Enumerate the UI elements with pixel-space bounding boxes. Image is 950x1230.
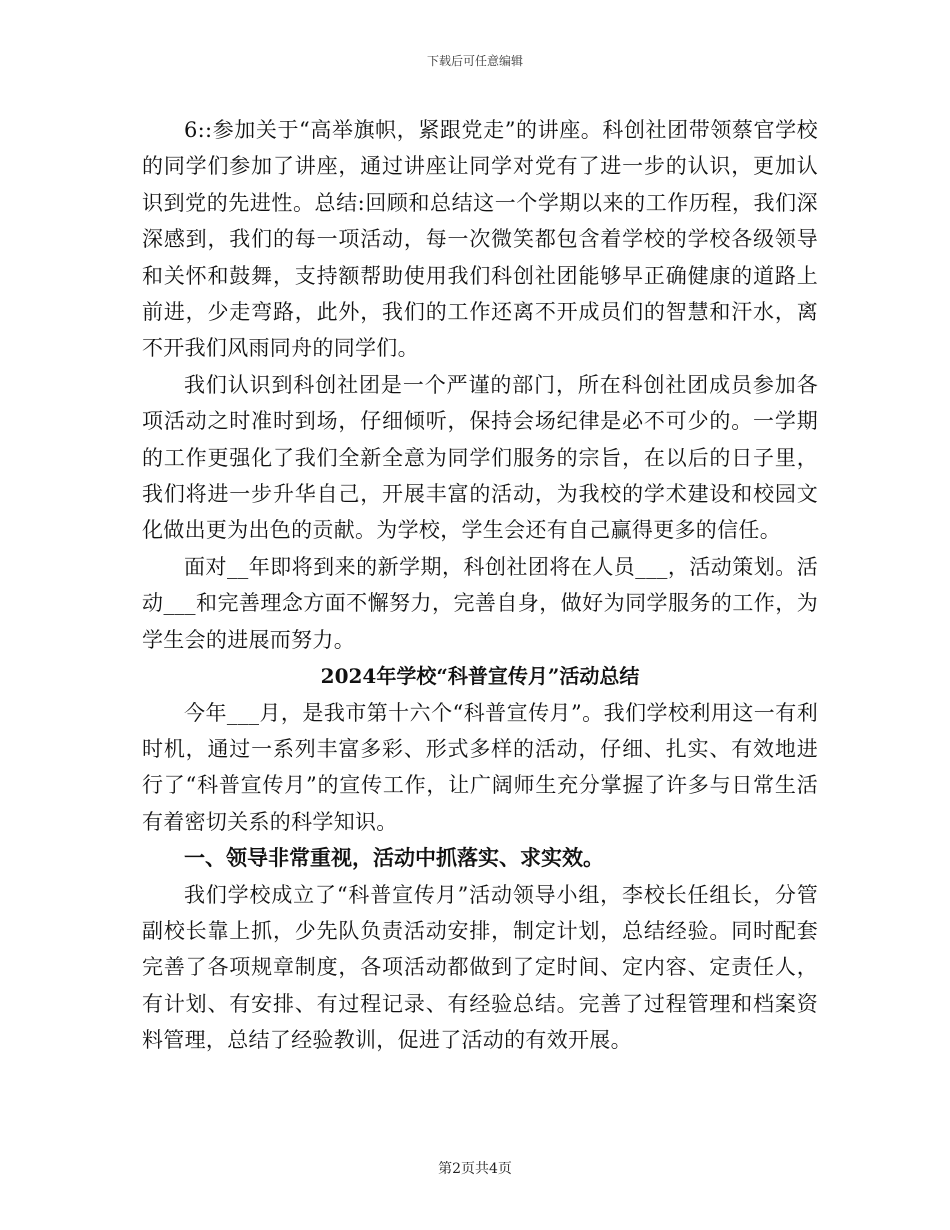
paragraph-lecture-summary: 6::参加关于“高举旗帜，紧跟党走”的讲座。科创社团带领蔡官学校的同学们参加了讲座，通过讲座让同学对党有了进一步的认识，更加认识到党的先进性。总结:回顾和总结这一个学期以来的工作历程，我们深深感到，我们的每一项活动，每一次微笑都包含着学校的学校各级领导和关怀和鼓舞，支持额帮助使用我们科创社团能够早正确健康的道路上前进，少走弯路，此外，我们的工作还离不开成员们的智慧和汗水，离不开我们风雨同舟的同学们。	[142, 118, 818, 361]
section-heading-1: 一、领导非常重视，活动中抓落实、求实效。	[184, 845, 604, 871]
document-title: 2024年学校“科普宣传月”活动总结	[320, 664, 640, 689]
page-header-note: 下载后可任意编辑	[426, 54, 523, 68]
page-number: 第2页共4页	[438, 1161, 512, 1177]
paragraph-club-awareness: 我们认识到科创社团是一个严谨的部门，所在科创社团成员参加各项活动之时准时到场，仔细倾听，保持会场纪律是必不可少的。一学期的工作更强化了我们全新全意为同学们服务的宗旨，在以后的日子里，我们将进一步升华自己，开展丰富的活动，为我校的学术建设和校园文化做出更为出色的贡献。为学校，学生会还有自己赢得更多的信任。	[142, 372, 818, 543]
document-body	[142, 112, 818, 1059]
paragraph-new-semester: 面对__年即将到来的新学期，科创社团将在人员___，活动策划。活动___和完善理念方面不懈努力，完善自身，做好为同学服务的工作，为学生会的进展而努力。	[142, 554, 818, 652]
paragraph-leadership: 我们学校成立了“科普宣传月”活动领导小组，李校长任组长，分管副校长靠上抓，少先队负责活动安排，制定计划，总结经验。同时配套完善了各项规章制度，各项活动都做到了定时间、定内容、定责任人，有计划、有安排、有过程记录、有经验总结。完善了过程管理和档案资料管理，总结了经验教训，促进了活动的有效开展。	[142, 882, 818, 1053]
paragraph-intro: 今年___月，是我市第十六个“科普宣传月”。我们学校利用这一有利时机，通过一系列丰富多彩、形式多样的活动，仔细、扎实、有效地进行了“科普宣传月”的宣传工作，让广阔师生充分掌握了许多与日常生活有着密切关系的科学知识。	[142, 700, 818, 834]
